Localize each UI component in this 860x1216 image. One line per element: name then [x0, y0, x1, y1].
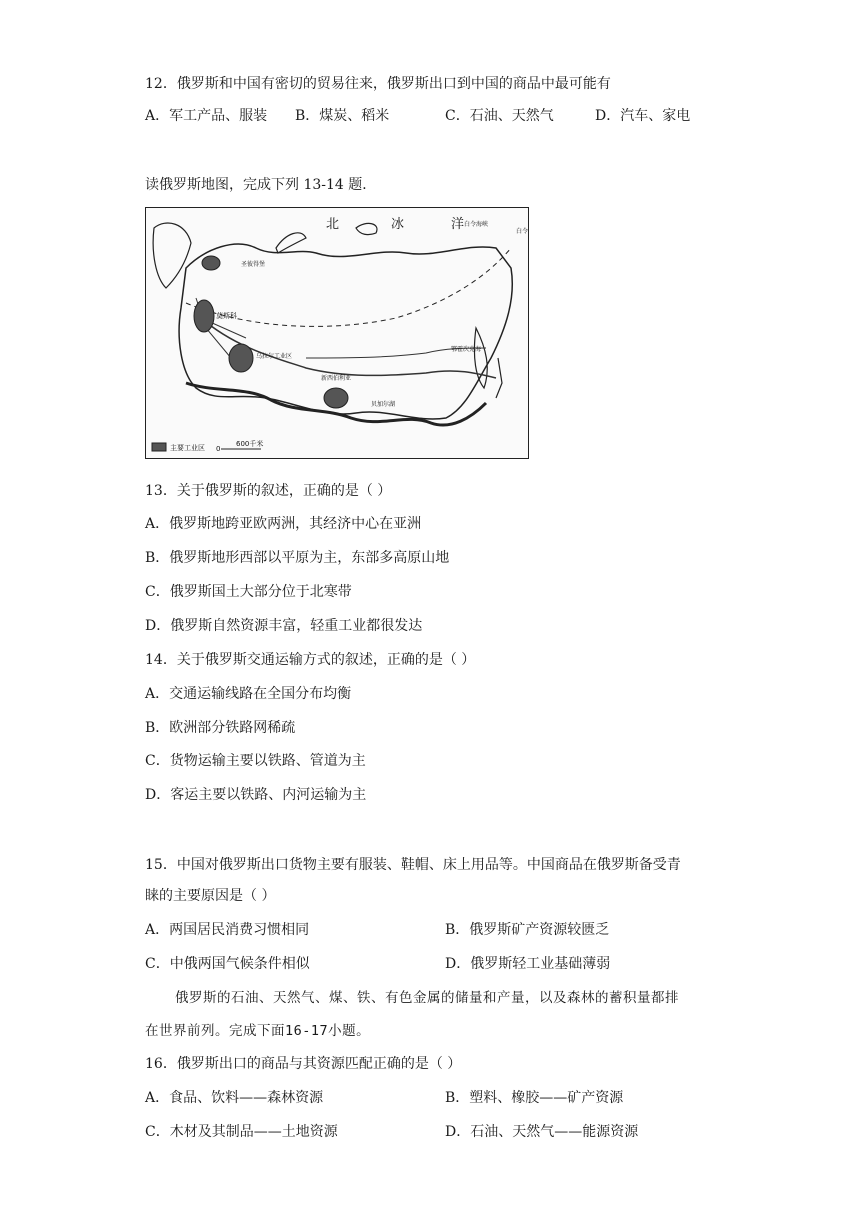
q14-option-d: D．客运主要以铁路、内河运输为主 [145, 787, 367, 803]
q12-option-b: B．煤炭、稻米 [295, 108, 390, 124]
q16-option-c: C．木材及其制品——土地资源 [145, 1124, 338, 1140]
q12-option-c: C．石油、天然气 [445, 108, 554, 124]
q16-option-a: A．食品、饮料——森林资源 [145, 1090, 324, 1106]
q14-option-b: B．欧洲部分铁路网稀疏 [145, 720, 296, 736]
map-ocean-label-3: 洋 [451, 217, 465, 232]
map-intro: 读俄罗斯地图，完成下列 13-14 题． [145, 177, 377, 193]
industrial-zone-stpete [202, 256, 220, 270]
q13-option-b: B．俄罗斯地形西部以平原为主，东部多高原山地 [145, 550, 450, 566]
map-bering-label: 白令海峡 [464, 221, 489, 228]
q16-option-d: D．石油、天然气——能源资源 [445, 1124, 639, 1140]
q13-option-d: D．俄罗斯自然资源丰富，轻重工业都很发达 [145, 618, 423, 634]
russia-map [145, 207, 529, 459]
map-ocean-label-2: 冰 [391, 217, 405, 232]
arctic-islands [356, 223, 377, 234]
map-moscow-label: 莫斯科 [216, 312, 237, 320]
q12-option-d: D．汽车、家电 [595, 108, 691, 124]
q13-stem: 13．关于俄罗斯的叙述，正确的是（ ） [145, 483, 392, 499]
q15-option-c: C．中俄两国气候条件相似 [145, 956, 310, 972]
passage-line1: 俄罗斯的石油、天然气、煤、铁、有色金属的储量和产量，以及森林的蓄积量都排 [175, 990, 679, 1006]
scale-label: 600千米 [236, 440, 264, 448]
q16-stem: 16．俄罗斯出口的商品与其资源匹配正确的是（ ） [145, 1056, 462, 1072]
scale-zero: 0 [216, 445, 221, 453]
q15-stem-line1: 15．中国对俄罗斯出口货物主要有服装、鞋帽、床上用品等。中国商品在俄罗斯备受青 [145, 857, 681, 873]
q13-option-c: C．俄罗斯国土大部分位于北寒带 [145, 584, 352, 600]
legend-label: 主要工业区 [170, 444, 205, 452]
industrial-zone-moscow [194, 300, 214, 332]
novaya-zemlya [276, 233, 306, 253]
legend-swatch [152, 443, 166, 451]
q16-option-b: B．塑料、橡胶——矿产资源 [445, 1090, 624, 1106]
map-stpete-label: 圣彼得堡 [241, 261, 266, 268]
kamchatka [474, 328, 487, 388]
q15-option-d: D．俄罗斯轻工业基础薄弱 [445, 956, 611, 972]
industrial-zone-ural [229, 344, 253, 372]
industrial-zones [194, 256, 348, 408]
map-okhotsk-label: 鄂霍次克海 [451, 346, 482, 353]
q14-stem: 14．关于俄罗斯交通运输方式的叙述，正确的是（ ） [145, 652, 476, 668]
q15-option-b: B．俄罗斯矿产资源较匮乏 [445, 922, 610, 938]
industrial-zone-novosibirsk [324, 388, 348, 408]
map-ocean-label-1: 北 [326, 217, 340, 232]
map-baikal-label: 贝加尔湖 [371, 401, 396, 408]
q15-stem-line2: 睐的主要原因是（ ） [145, 888, 276, 904]
map-bering-side-label: 白令 [516, 228, 528, 235]
q13-option-a: A．俄罗斯地跨亚欧两洲，其经济中心在亚洲 [145, 516, 422, 532]
passage-line2: 在世界前列。完成下面16-17小题。 [145, 1023, 371, 1039]
sakhalin [496, 358, 502, 398]
q14-option-c: C．货物运输主要以铁路、管道为主 [145, 753, 366, 769]
q12-option-a: A．军工产品、服装 [145, 108, 268, 124]
q14-option-a: A．交通运输线路在全国分布均衡 [145, 686, 352, 702]
map-ural-label: 乌拉尔工业区 [256, 353, 293, 360]
q15-option-a: A．两国居民消费习惯相同 [145, 922, 310, 938]
russia-map-drawing [146, 208, 528, 458]
map-novosibirsk-label: 新西伯利亚 [321, 375, 352, 382]
q12-stem: 12．俄罗斯和中国有密切的贸易往来，俄罗斯出口到中国的商品中最可能有 [145, 76, 611, 92]
